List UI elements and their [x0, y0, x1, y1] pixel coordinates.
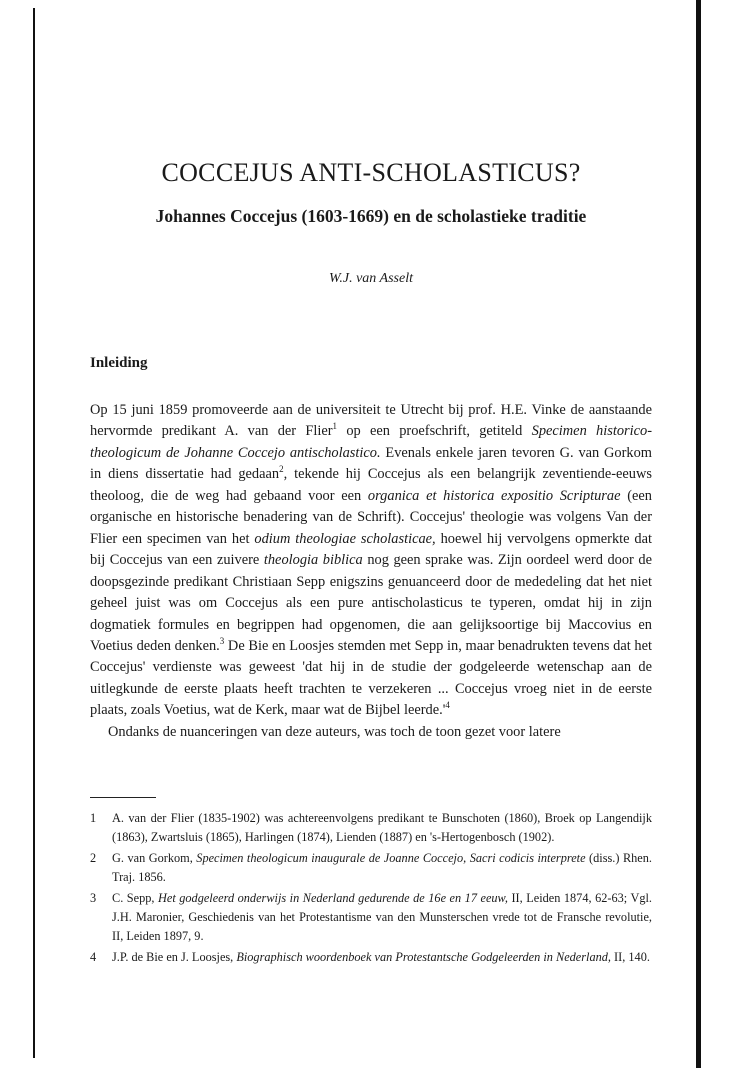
footnote-text: II, Leiden 1874, 62-63; Vgl. J.H. Maronier, Geschiedenis van het Protestantisme van den Munsterschen vrede tot de Fransche revolutie, II, Leiden 1897, 9.	[112, 891, 652, 943]
footnote-number: 2	[90, 851, 97, 865]
footnote-text: A. van der Flier (1835-1902) was achtereenvolgens predikant te Bunschoten (1860), Broek op Langendijk (1863), Zwartsluis (1865), Harlingen (1874), Lienden (1887) en 's-Hertogenbosch (1902).	[112, 811, 652, 844]
paragraph-1-text: hoewel hij vervolgens opmerkte dat bij Coccejus van een zuivere	[90, 530, 653, 569]
paragraph-2: Ondanks de nuanceringen van deze auteurs, was toch de toon gezet voor latere	[108, 723, 561, 740]
latin-phrase: odium theologiae scholasticae,	[254, 530, 436, 547]
footnote-number: 3	[90, 891, 97, 905]
footnote-text: C. Sepp,	[112, 891, 158, 905]
section-heading: Inleiding	[90, 355, 148, 371]
footnote-text: II, 140.	[610, 950, 650, 964]
paragraph-1	[90, 400, 652, 722]
footnotes	[90, 809, 652, 969]
footnote	[90, 809, 652, 847]
paragraph-1-text: op een proefschrift, getiteld	[337, 423, 532, 440]
paragraph-1-text: Op 15 juni 1859 promoveerde aan de universiteit te Utrecht bij prof. H.E. Vinke de aanstaande hervormde predikant A. van der Flier	[90, 402, 652, 440]
paragraph-1-text: (een organische en historische benadering van de Schrift). Coccejus' theologie was volgens Van der Flier een specimen van het	[90, 487, 652, 547]
footnote	[90, 889, 652, 946]
footnote-divider	[90, 797, 156, 798]
footnote-text: J.P. de Bie en J. Loosjes,	[112, 950, 237, 964]
article-author: W.J. van Asselt	[329, 271, 413, 286]
footnote-number: 1	[90, 811, 97, 825]
footnote-number: 4	[90, 950, 97, 964]
footnote-ref-3: 3	[219, 636, 225, 647]
footnote	[90, 849, 652, 887]
latin-phrase: organica et historica expositio Scripturae	[367, 487, 621, 504]
footnote-ref-2: 2	[279, 464, 284, 475]
footnote-text: (diss.) Rhen. Traj. 1856.	[112, 851, 652, 884]
body-text	[90, 400, 652, 743]
latin-title: Specimen historico-theologicum de Johanne Coccejo antischolastico.	[90, 423, 652, 461]
footnote-text: G. van Gorkom,	[112, 851, 197, 865]
page-left-edge	[33, 8, 35, 1058]
page-right-edge	[696, 0, 701, 1068]
latin-phrase: theologia biblica	[263, 552, 363, 569]
paragraph-1-text: nog geen sprake was. Zijn oordeel werd door de doopsgezinde predikant Christiaan Sepp enigszins genuanceerd door de mededeling dat het niet geheel juist was om Coccejus als een pure antischolasticus te typeren, omdat hij in zijn dogmatiek formules en begrippen had opgenomen, die aan gelijksoortige bij Maccovius en Voetius deden denken.	[90, 552, 652, 654]
footnote-italic-title: Biographisch woordenboek van Protestantsche Godgeleerden in Nederland,	[236, 950, 611, 964]
paragraph-1-text: Evenals enkele jaren tevoren G. van Gorkom in diens dissertatie had gedaan	[90, 444, 652, 483]
paragraph-1-text: De Bie en Loosjes stemden met Sepp in, maar benadrukten tevens dat het Coccejus' verdienste was geweest 'dat hij in de studie der godgeleerde wetenschap aan de uitlegkunde de eerste plaats heeft trachten te verzekeren ... Coccejus vroeg niet in de eerste plaats, zoals Voetius, wat de Kerk, maar wat de Bijbel leerde.'	[90, 637, 652, 719]
paragraph-1-text: , tekende hij Coccejus als een belangrijk zeventiende-eeuws theoloog, die de weg had gebaand voor een	[90, 466, 652, 504]
footnote-italic-title: Het godgeleerd onderwijs in Nederland gedurende de 16e en 17 eeuw,	[157, 891, 508, 905]
article-title: COCCEJUS ANTI-SCHOLASTICUS?	[161, 158, 581, 187]
footnote-italic-title: Specimen theologicum inaugurale de Joanne Coccejo, Sacri codicis interprete	[196, 851, 586, 865]
footnote-ref-1: 1	[332, 421, 338, 432]
article-subtitle: Johannes Coccejus (1603-1669) en de scholastieke traditie	[155, 206, 587, 226]
footnote-ref-4: 4	[445, 700, 450, 711]
footnote	[90, 948, 652, 967]
